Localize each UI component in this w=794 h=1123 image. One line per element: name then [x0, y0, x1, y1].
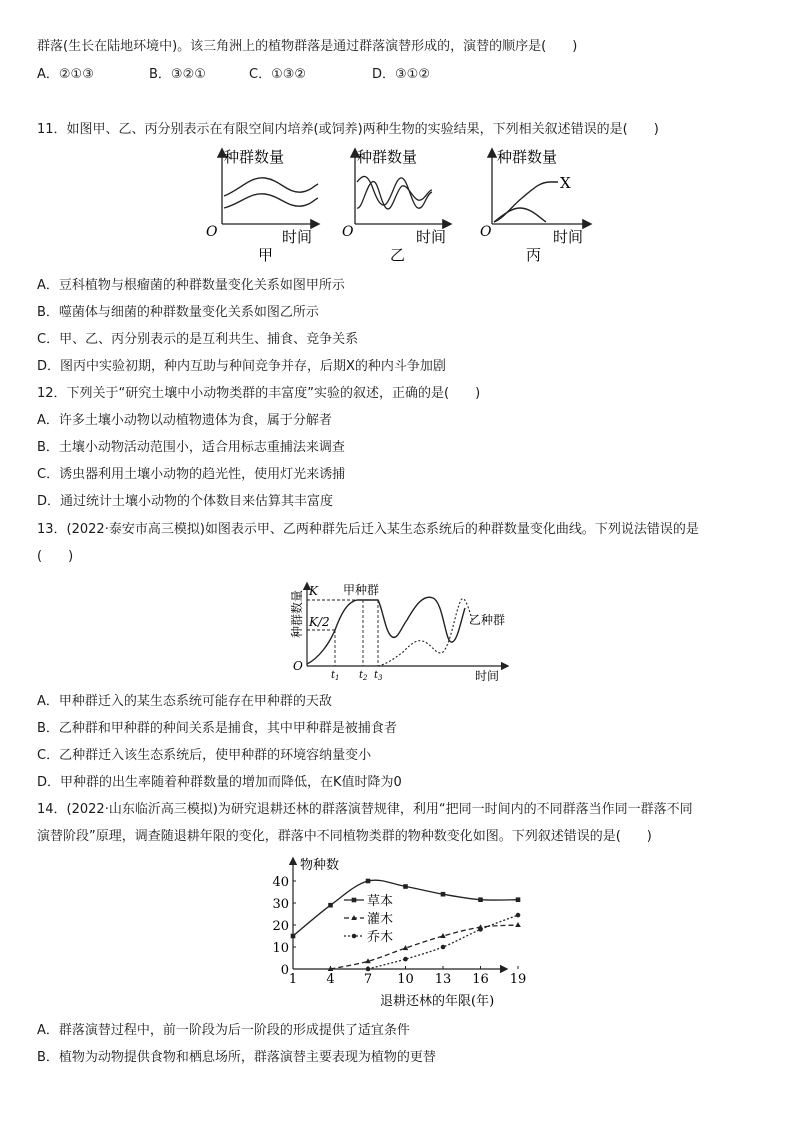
q14-legend-label-2: 乔木 [367, 930, 394, 945]
q13-curve-species-a [307, 597, 465, 664]
q10-option-c: C．①③② [249, 67, 307, 82]
q13-species-a-label: 甲种群 [343, 583, 380, 597]
q13-t3-sub: 3 [378, 674, 383, 682]
q13-k2-label: K/2 [309, 615, 330, 629]
q11-panel-yi [342, 148, 450, 264]
q11-yi-curve-prey [357, 176, 432, 208]
q14-point-2-0 [366, 967, 371, 972]
q14-stem-line2: 演替阶段”原理，调查随退耕年限的变化，群落中不同植物类群的物种数变化如图。下列叙述错误的是( ) [37, 829, 652, 844]
q14-stem-line1: 14．(2022·山东临沂高三模拟)为研究退耕还林的群落演替规律，利用“把同一时间内的不同群落当作同一群落不同 [37, 802, 693, 817]
q11-panel-bing [480, 148, 590, 264]
q11-yi-ylabel: 种群数量 [357, 148, 418, 166]
q14-point-2-2 [441, 945, 446, 950]
q13-t3-label: $t_3$ [374, 670, 383, 682]
q14-legend [344, 893, 393, 945]
q12-option-b: B．土壤小动物活动范围小，适合用标志重捕法来调查 [37, 440, 345, 455]
q11-figure [200, 146, 600, 268]
q11-stem: 11．如图甲、乙、丙分别表示在有限空间内培养(或饲养)两种生物的实验结果，下列相关叙述错误的是( ) [37, 122, 659, 137]
q14-ytick-label-3: 30 [272, 897, 289, 912]
q11-jia-xlabel: 时间 [282, 228, 313, 246]
q13-option-a: A．甲种群迁入的某生态系统可能存在甲种群的天敌 [37, 694, 332, 709]
q14-point-1-5 [515, 922, 521, 927]
q14-legend-label-1: 灌木 [367, 912, 394, 927]
q14-series-group [291, 879, 521, 972]
q13-k-label: K [309, 584, 318, 598]
q13-figure [285, 580, 515, 682]
q14-point-2-3 [478, 927, 483, 932]
q13-xlabel: 时间 [475, 669, 500, 683]
q14-legend-marker-0 [352, 898, 357, 903]
q11-option-b: B．噬菌体与细菌的种群数量变化关系如图乙所示 [37, 305, 319, 320]
q11-bing-curve-other [494, 208, 546, 222]
q13-ylabel: 种群数量 [290, 589, 304, 638]
q14-ticks [272, 875, 526, 987]
q14-legend-marker-2 [352, 934, 357, 939]
q12-option-c: C．诱虫器利用土壤小动物的趋光性，使用灯光来诱捕 [37, 467, 346, 482]
q10-option-a: A．②①③ [37, 67, 94, 82]
q13-t2-sub: 2 [363, 674, 368, 682]
q13-t2-label: $t_2$ [359, 670, 368, 682]
q14-point-0-5 [478, 897, 483, 902]
q14-point-2-1 [403, 957, 408, 962]
q14-ytick-label-1: 10 [272, 941, 289, 956]
q11-bing-series-x: X [560, 174, 571, 192]
q11-yi-origin: O [342, 224, 354, 240]
q14-xtick-label-0: 1 [288, 972, 298, 987]
q11-bing-ylabel: 种群数量 [497, 148, 558, 166]
q14-point-0-3 [403, 884, 408, 889]
q14-point-0-2 [366, 879, 371, 884]
q11-panel-jia [206, 148, 318, 264]
q11-option-a: A．豆科植物与根瘤菌的种群数量变化关系如图甲所示 [37, 278, 345, 293]
q12-option-a: A．许多土壤小动物以动植物遗体为食，属于分解者 [37, 413, 332, 428]
q12-option-d: D．通过统计土壤小动物的个体数目来估算其丰富度 [37, 494, 334, 509]
q13-option-c: C．乙种群迁入该生态系统后，使甲种群的环境容纳量变小 [37, 748, 372, 763]
q11-bing-xlabel: 时间 [553, 228, 584, 246]
q13-option-b: B．乙种群和甲种群的种间关系是捕食，其中甲种群是被捕食者 [37, 721, 397, 736]
q14-series-line-1 [331, 925, 519, 969]
q14-option-a: A．群落演替过程中，前一阶段为后一阶段的形成提供了适宜条件 [37, 1023, 410, 1038]
q11-bing-curve-x [494, 182, 558, 222]
q14-point-0-6 [516, 897, 521, 902]
q12-stem: 12．下列关于“研究土壤中小动物类群的丰富度”实验的叙述，正确的是( ) [37, 386, 481, 401]
q13-species-b-label: 乙种群 [469, 613, 506, 627]
q11-yi-label: 乙 [390, 246, 406, 264]
q14-xtick-label-3: 10 [397, 972, 414, 987]
q14-point-1-3 [440, 933, 446, 938]
q14-xtick-label-6: 19 [509, 972, 527, 987]
q13-option-d: D．甲种群的出生率随着种群数量的增加而降低，在K值时降为0 [37, 775, 402, 790]
q10-option-d: D．③①② [372, 67, 430, 82]
q11-jia-label: 甲 [258, 246, 274, 264]
q11-jia-curve-upper [224, 178, 318, 196]
q13-t1-label: $t_1$ [331, 670, 340, 682]
q14-xtick-label-5: 16 [472, 972, 489, 987]
q11-jia-origin: O [206, 224, 218, 240]
q14-point-2-4 [516, 913, 521, 918]
q14-legend-label-0: 草本 [367, 894, 394, 909]
q14-point-0-4 [441, 892, 446, 897]
q13-t1-sub: 1 [335, 674, 340, 682]
q10-option-b: B．③②① [149, 67, 206, 82]
q14-ytick-label-4: 40 [272, 875, 289, 890]
q14-xlabel: 退耕还林的年限(年) [380, 994, 495, 1009]
q14-xtick-label-1: 4 [326, 972, 335, 987]
q14-chart [270, 853, 527, 1013]
q14-ytick-label-0: 0 [280, 963, 289, 978]
q13-origin: O [293, 659, 303, 673]
q11-bing-origin: O [480, 224, 492, 240]
q11-bing-label: 丙 [526, 246, 542, 264]
q10-text: 群落(生长在陆地环境中)。该三角洲上的植物群落是通过群落演替形成的，演替的顺序是( ) [37, 39, 578, 54]
q14-point-0-1 [328, 903, 333, 908]
q11-option-d: D．图丙中实验初期，种内互助与种间竞争并存，后期X的种内斗争加剧 [37, 359, 446, 374]
q13-stem-line2: ( ) [37, 549, 74, 564]
q11-yi-xlabel: 时间 [416, 228, 447, 246]
q11-jia-curve-lower [224, 194, 318, 208]
q14-option-b: B．植物为动物提供食物和栖息场所，群落演替主要表现为植物的更替 [37, 1050, 436, 1065]
q11-jia-ylabel: 种群数量 [224, 148, 285, 166]
q14-ytick-label-2: 20 [272, 919, 289, 934]
q14-xtick-label-4: 13 [434, 972, 452, 987]
q14-point-0-0 [291, 934, 296, 939]
q13-stem-line1: 13．(2022·泰安市高三模拟)如图表示甲、乙两种群先后迁入某生态系统后的种群数量变化曲线。下列说法错误的是 [37, 522, 699, 537]
q14-ylabel: 物种数 [300, 858, 340, 873]
q14-xtick-label-2: 7 [363, 972, 373, 987]
q11-option-c: C．甲、乙、丙分别表示的是互利共生、捕食、竞争关系 [37, 332, 359, 347]
